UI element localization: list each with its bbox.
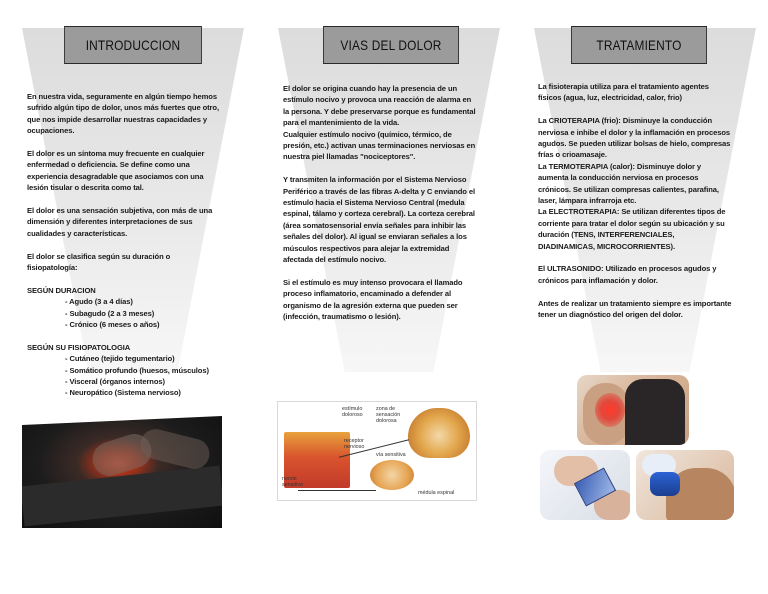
paragraph: La fisioterapia utiliza para el tratamiento agentes físicos (agua, luz, electricidad, calor, frio) [538,82,709,103]
paragraph: Y transmiten la información por el Sistema Nervioso Periférico a través de las fibras A-delta y C enviando el estímulo hacia el Sistema Nervioso Central (medula espinal, tálamo y corteza cerebral). La corteza cerebral (área somatosensorial envía señales para inhibir las señales del dolor). Al igual se enviaran señales a los músculos respectivos para alejar la extremidad afectada del estímulo nocivo. [283,175,475,265]
duration-list [65,296,222,330]
paragraph: En nuestra vida, seguramente en algún tiempo hemos sufrido algún tipo de dolor, unos más fuertes que otro, que nos impide desarrollar nuestras capacidades y ocupaciones. [27,92,219,136]
physio-heading: SEGÚN SU FISIOPATOLOGIA [27,342,131,352]
diagram-label-receptor: receptor nervioso [344,438,365,450]
brain-illustration [408,408,470,458]
diagram-label-cord: médula espinal [418,490,455,496]
paragraph: Si el estímulo es muy intenso provocara el llamado proceso inflamatorio, encaminado a defender al organismo de la agresión externa que pueden ser (infección, traumatismo o lesión). [283,277,463,322]
paragraph: Cualquier estímulo nocivo (químico, térmico, de presión, etc.) activan unas terminaciones nerviosas en nuestra piel llamadas "nociceptores". [283,129,476,162]
paragraph: El dolor se clasifica según su duración o fisiopatología: [27,251,171,273]
paragraph: El ULTRASONIDO: Utilizado en procesos agudos y crónicos para inflamación y dolor. [538,264,717,285]
spinal-cord-illustration [370,460,414,490]
intro-text [27,91,222,399]
diagram-label-stimulus: estímulo doloroso [342,406,363,418]
paragraph: El dolor se origina cuando hay la presencia de un estímulo nocivo y provoca una reacción de alarma en la persona. Y debe preservarse porque es fundamental para el mantenimiento de la vida. [283,84,476,128]
ultrasound-therapy-photo [636,450,734,520]
paragraph: El dolor es una sensación subjetiva, con más de una dimensión y diferentes interpretaciones de sus cualidades y características. [27,206,213,238]
diagram-label-pathway: vía sensitiva [376,452,406,458]
list-item: - Somático profundo (huesos, músculos) [65,365,222,376]
diagram-label-zone: zona de sensación dolorosa [376,406,401,424]
paragraph: La ELECTROTERAPIA: Se utilizan diferentes tipos de corriente para tratar el dolor según su ubicación y su duración (TENS, INTERFERENCIALES, DIADINAMICAS, MICROCORRIENTES). [538,207,726,251]
list-item: - Cutáneo (tejido tegumentario) [65,353,222,364]
shoulder-pain-photo [577,375,689,445]
shirt-shape [625,379,685,445]
physio-list [65,353,222,399]
knee-pain-photo [22,416,222,528]
tratamiento-text [538,81,733,320]
paragraph: Antes de realizar un tratamiento siempre es importante tener un diagnóstico del origen del dolor. [538,298,732,320]
paragraph: La TERMOTERAPIA (calor): Disminuye dolor y aumenta la conducción nerviosa en procesos crónicos. Se utilizan compresas calientes, parafina, laser, lámpara infrarroja etc. [538,161,719,206]
section-title: VIAS DEL DOLOR [323,26,459,64]
list-item: - Neuropático (Sistema nervioso) [65,387,222,398]
paragraph: El dolor es un síntoma muy frecuente en cualquier enfermedad o deficiencia. Se define como una experiencia desagradable que asociamos con una lesión tisular o descrita como tal. [27,149,205,193]
duration-heading: SEGÚN DURACION [27,285,96,295]
leg-shape [22,466,222,527]
list-item: - Visceral (órganos internos) [65,376,222,387]
section-title: TRATAMIENTO [571,26,707,64]
vias-text [283,83,478,334]
pain-pathway-diagram [277,401,477,501]
list-item: - Crónico (6 meses o años) [65,319,222,330]
diagram-label-nerve: nervio sensitivo [282,476,303,488]
hand-shape [137,426,212,472]
pathway-arrow [298,490,376,491]
cold-pack-photo [540,450,630,520]
paragraph: La CRIOTERAPIA (frio): Disminuye la conducción nerviosa e inhibe el dolor y la inflamación en procesos agudos. Se pueden utilizar bolsas de hielo, compresas frías o crioamasaje. [538,116,731,160]
list-item: - Agudo (3 a 4 días) [65,296,222,307]
section-title: INTRODUCCION [64,26,202,64]
pain-glow [595,393,625,427]
ultrasound-probe-shape [650,472,680,496]
list-item: - Subagudo (2 a 3 meses) [65,308,222,319]
